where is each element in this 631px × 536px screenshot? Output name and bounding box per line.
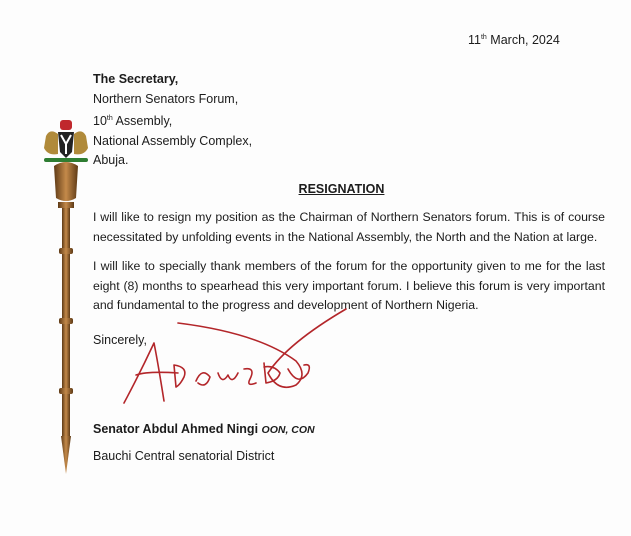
signatory-honours: OON, CON	[261, 424, 315, 436]
mace-emblem-icon	[38, 118, 94, 478]
body-paragraph-1: I will like to resign my position as the Chairman of Northern Senators forum. This is of course necessitated by unfolding events in the National Assembly, the North and the Nation at large.	[93, 210, 605, 244]
letter-date: 11th March, 2024	[468, 33, 560, 47]
recipient-org: Northern Senators Forum,	[93, 91, 239, 106]
recipient-address	[93, 70, 252, 171]
body-paragraph-2: I will like to specially thank members of the forum for the opportunity given to me for the last eight (8) months to spearhead this very important forum. I believe this forum is very important and fundamental to the progress and development of Northern Nigeria.	[93, 259, 605, 312]
recipient-title: The Secretary,	[93, 72, 179, 86]
closing-salutation: Sincerely,	[93, 333, 147, 347]
handwritten-signature-icon	[118, 303, 348, 413]
recipient-assembly: 10th Assembly,	[93, 114, 173, 129]
signatory-district: Bauchi Central senatorial District	[93, 449, 275, 463]
signatory-name: Senator Abdul Ahmed Ningi OON, CON	[93, 422, 315, 436]
letter-title: RESIGNATION	[298, 182, 385, 196]
recipient-city: Abuja.	[93, 153, 129, 168]
recipient-complex: National Assembly Complex,	[93, 133, 253, 148]
